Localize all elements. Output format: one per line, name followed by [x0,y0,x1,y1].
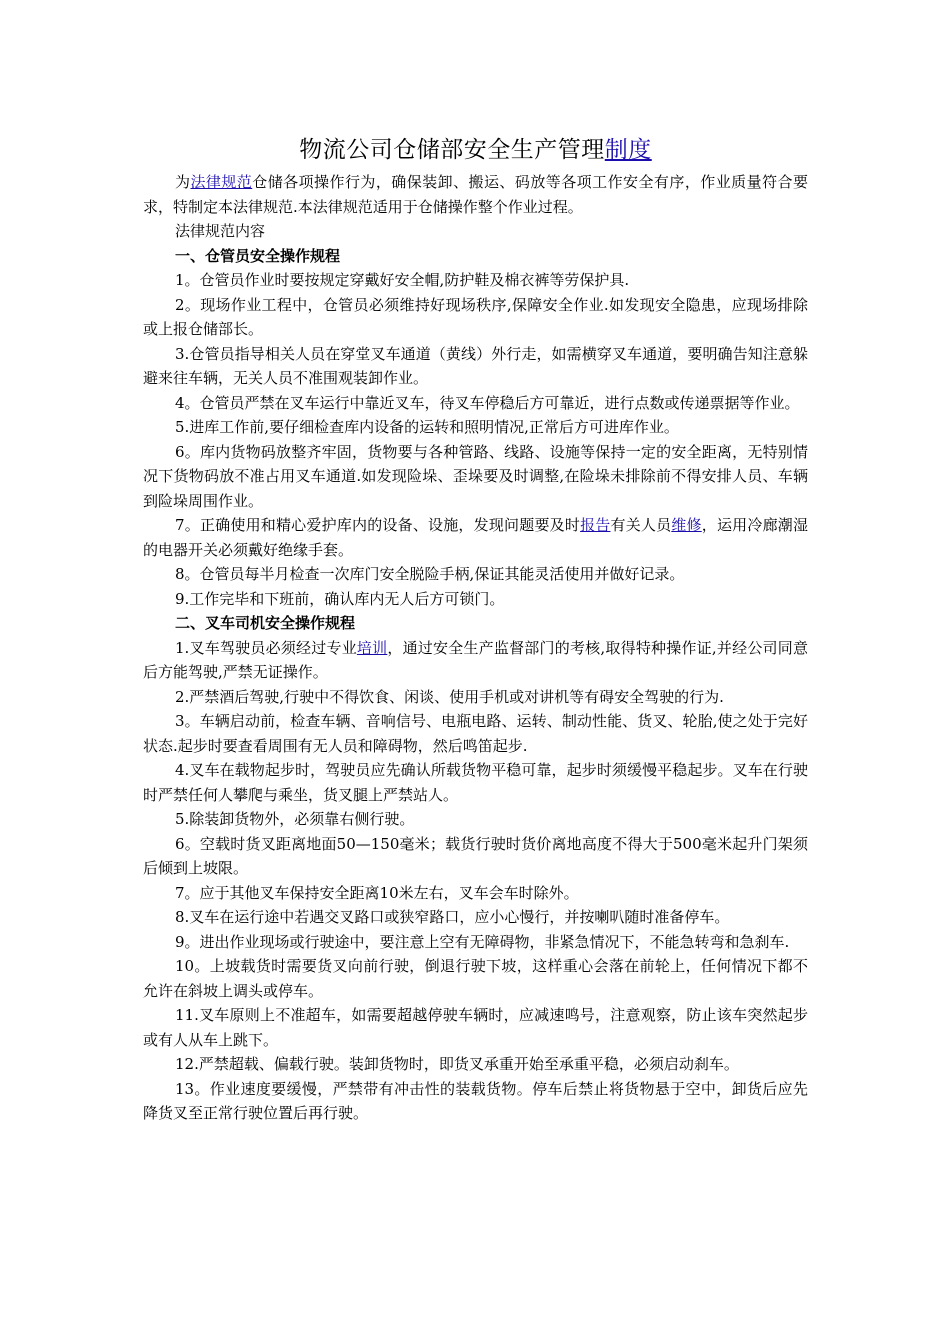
training-link[interactable]: 培训 [356,638,388,657]
item7-mid: 有关人员 [610,516,672,534]
title-text: 物流公司仓储部安全生产管理 [299,137,605,163]
section2-item: 11.叉车原则上不准超车，如需要超越停驶车辆时，应减速鸣号，注意观察，防止该车突然起步或有人从车上跳下。 [143,1006,808,1049]
section1-item: 2。现场作业工程中，仓管员必须维持好现场秩序,保障安全作业.如发现安全隐患，应现场排除或上报仓储部长。 [143,295,808,338]
intro-post: 仓储各项操作行为，确保装卸、搬运、码放等各项工作安全有序，作业质量符合要求，特制定本法律规范.本法律规范适用于仓储操作整个作业过程。 [143,173,808,216]
section2-item: 9。进出作业现场或行驶途中，要注意上空有无障碍物，非紧急情况下，不能急转弯和急刹车. [175,932,790,951]
s2-item1-post: ，通过安全生产监督部门的考核,取得特种操作证,并经公司同意后方能驾驶,严禁无证操作。 [143,638,808,681]
section1-item: 6。库内货物码放整齐牢固，货物要与各种管路、线路、设施等保持一定的安全距离，无特别情况下货物码放不准占用叉车通道.如发现险垛、歪垛要及时调整,在险垛未排除前不得安排人员、车辆到险垛周围作业。 [143,442,808,510]
section1-heading: 一、仓管员安全操作规程 [175,246,341,265]
section2-item: 13。作业速度要缓慢，严禁带有冲击性的装载货物。停车后禁止将货物悬于空中，卸货后应先降货叉至正常行驶位置后再行驶。 [143,1079,808,1122]
report-link[interactable]: 报告 [580,516,611,534]
section2-item: 3。车辆启动前，检查车辆、音响信号、电瓶电路、运转、制动性能、货叉、轮胎,使之处于完好状态.起步时要查看周围有无人员和障碍物，然后鸣笛起步. [143,712,808,755]
document-page [143,130,808,1126]
section1-item: 4。仓管员严禁在叉车运行中靠近叉车，待叉车停稳后方可靠近，进行点数或传递票据等作业。 [175,393,800,412]
intro-link[interactable]: 法律规范 [190,173,253,191]
section1-item-7 [143,513,808,562]
title-link[interactable]: 制度 [604,137,652,163]
repair-link[interactable]: 维修 [671,516,702,534]
section2-item: 10。上坡载货时需要货叉向前行驶，倒退行驶下坡，这样重心会落在前轮上，任何情况下都不允许在斜坡上调头或停车。 [143,957,808,1000]
content-label: 法律规范内容 [175,222,266,240]
section2-item: 8.叉车在运行途中若遇交叉路口或狭窄路口，应小心慢行，并按喇叭随时准备停车。 [175,908,730,926]
section1-item: 3.仓管员指导相关人员在穿堂叉车通道（黄线）外行走，如需横穿叉车通道，要明确告知注意躲避来往车辆，无关人员不准围观装卸作业。 [143,344,808,387]
section1-item: 1。仓管员作业时要按规定穿戴好安全帽,防护鞋及棉衣裤等劳保护具. [175,271,630,289]
section2-heading: 二、叉车司机安全操作规程 [175,614,356,632]
section2-item: 12.严禁超载、偏载行驶。装卸货物时，即货叉承重开始至承重平稳，必须启动刹车。 [175,1055,739,1073]
item7-post: ，运用冷廊潮湿的电器开关必须戴好绝缘手套。 [143,516,808,559]
section1-item: 5.进库工作前,要仔细检查库内设备的运转和照明情况,正常后方可进库作业。 [175,418,679,436]
section2-item: 4.叉车在载物起步时，驾驶员应先确认所载货物平稳可靠，起步时须缓慢平稳起步。叉车在行驶时严禁任何人攀爬与乘坐，货叉腿上严禁站人。 [143,761,808,804]
section2-item-1 [143,636,808,685]
section2-item: 7。应于其他叉车保持安全距离10米左右，叉车会车时除外。 [175,883,579,902]
item7-pre: 7。正确使用和精心爱护库内的设备、设施，发现问题要及时 [175,516,581,534]
intro-pre: 为 [175,173,191,191]
section2-item: 5.除装卸货物外，必须靠右侧行驶。 [175,810,415,828]
section2-item: 6。空载时货叉距离地面50—150毫米；载货行驶时货价离地高度不得大于500毫米起升门架须后倾到上坡限。 [143,834,808,877]
section2-item: 2.严禁酒后驾驶,行驶中不得饮食、闲谈、使用手机或对讲机等有碍安全驾驶的行为. [175,687,724,706]
intro-paragraph [143,170,808,219]
section1-item: 9.工作完毕和下班前，确认库内无人后方可锁门。 [175,589,505,608]
document-title [143,130,808,170]
section1-item: 8。仓管员每半月检查一次库门安全脱险手柄,保证其能灵活使用并做好记录。 [175,565,685,583]
s2-item1-pre: 1.叉车驾驶员必须经过专业 [175,638,357,657]
